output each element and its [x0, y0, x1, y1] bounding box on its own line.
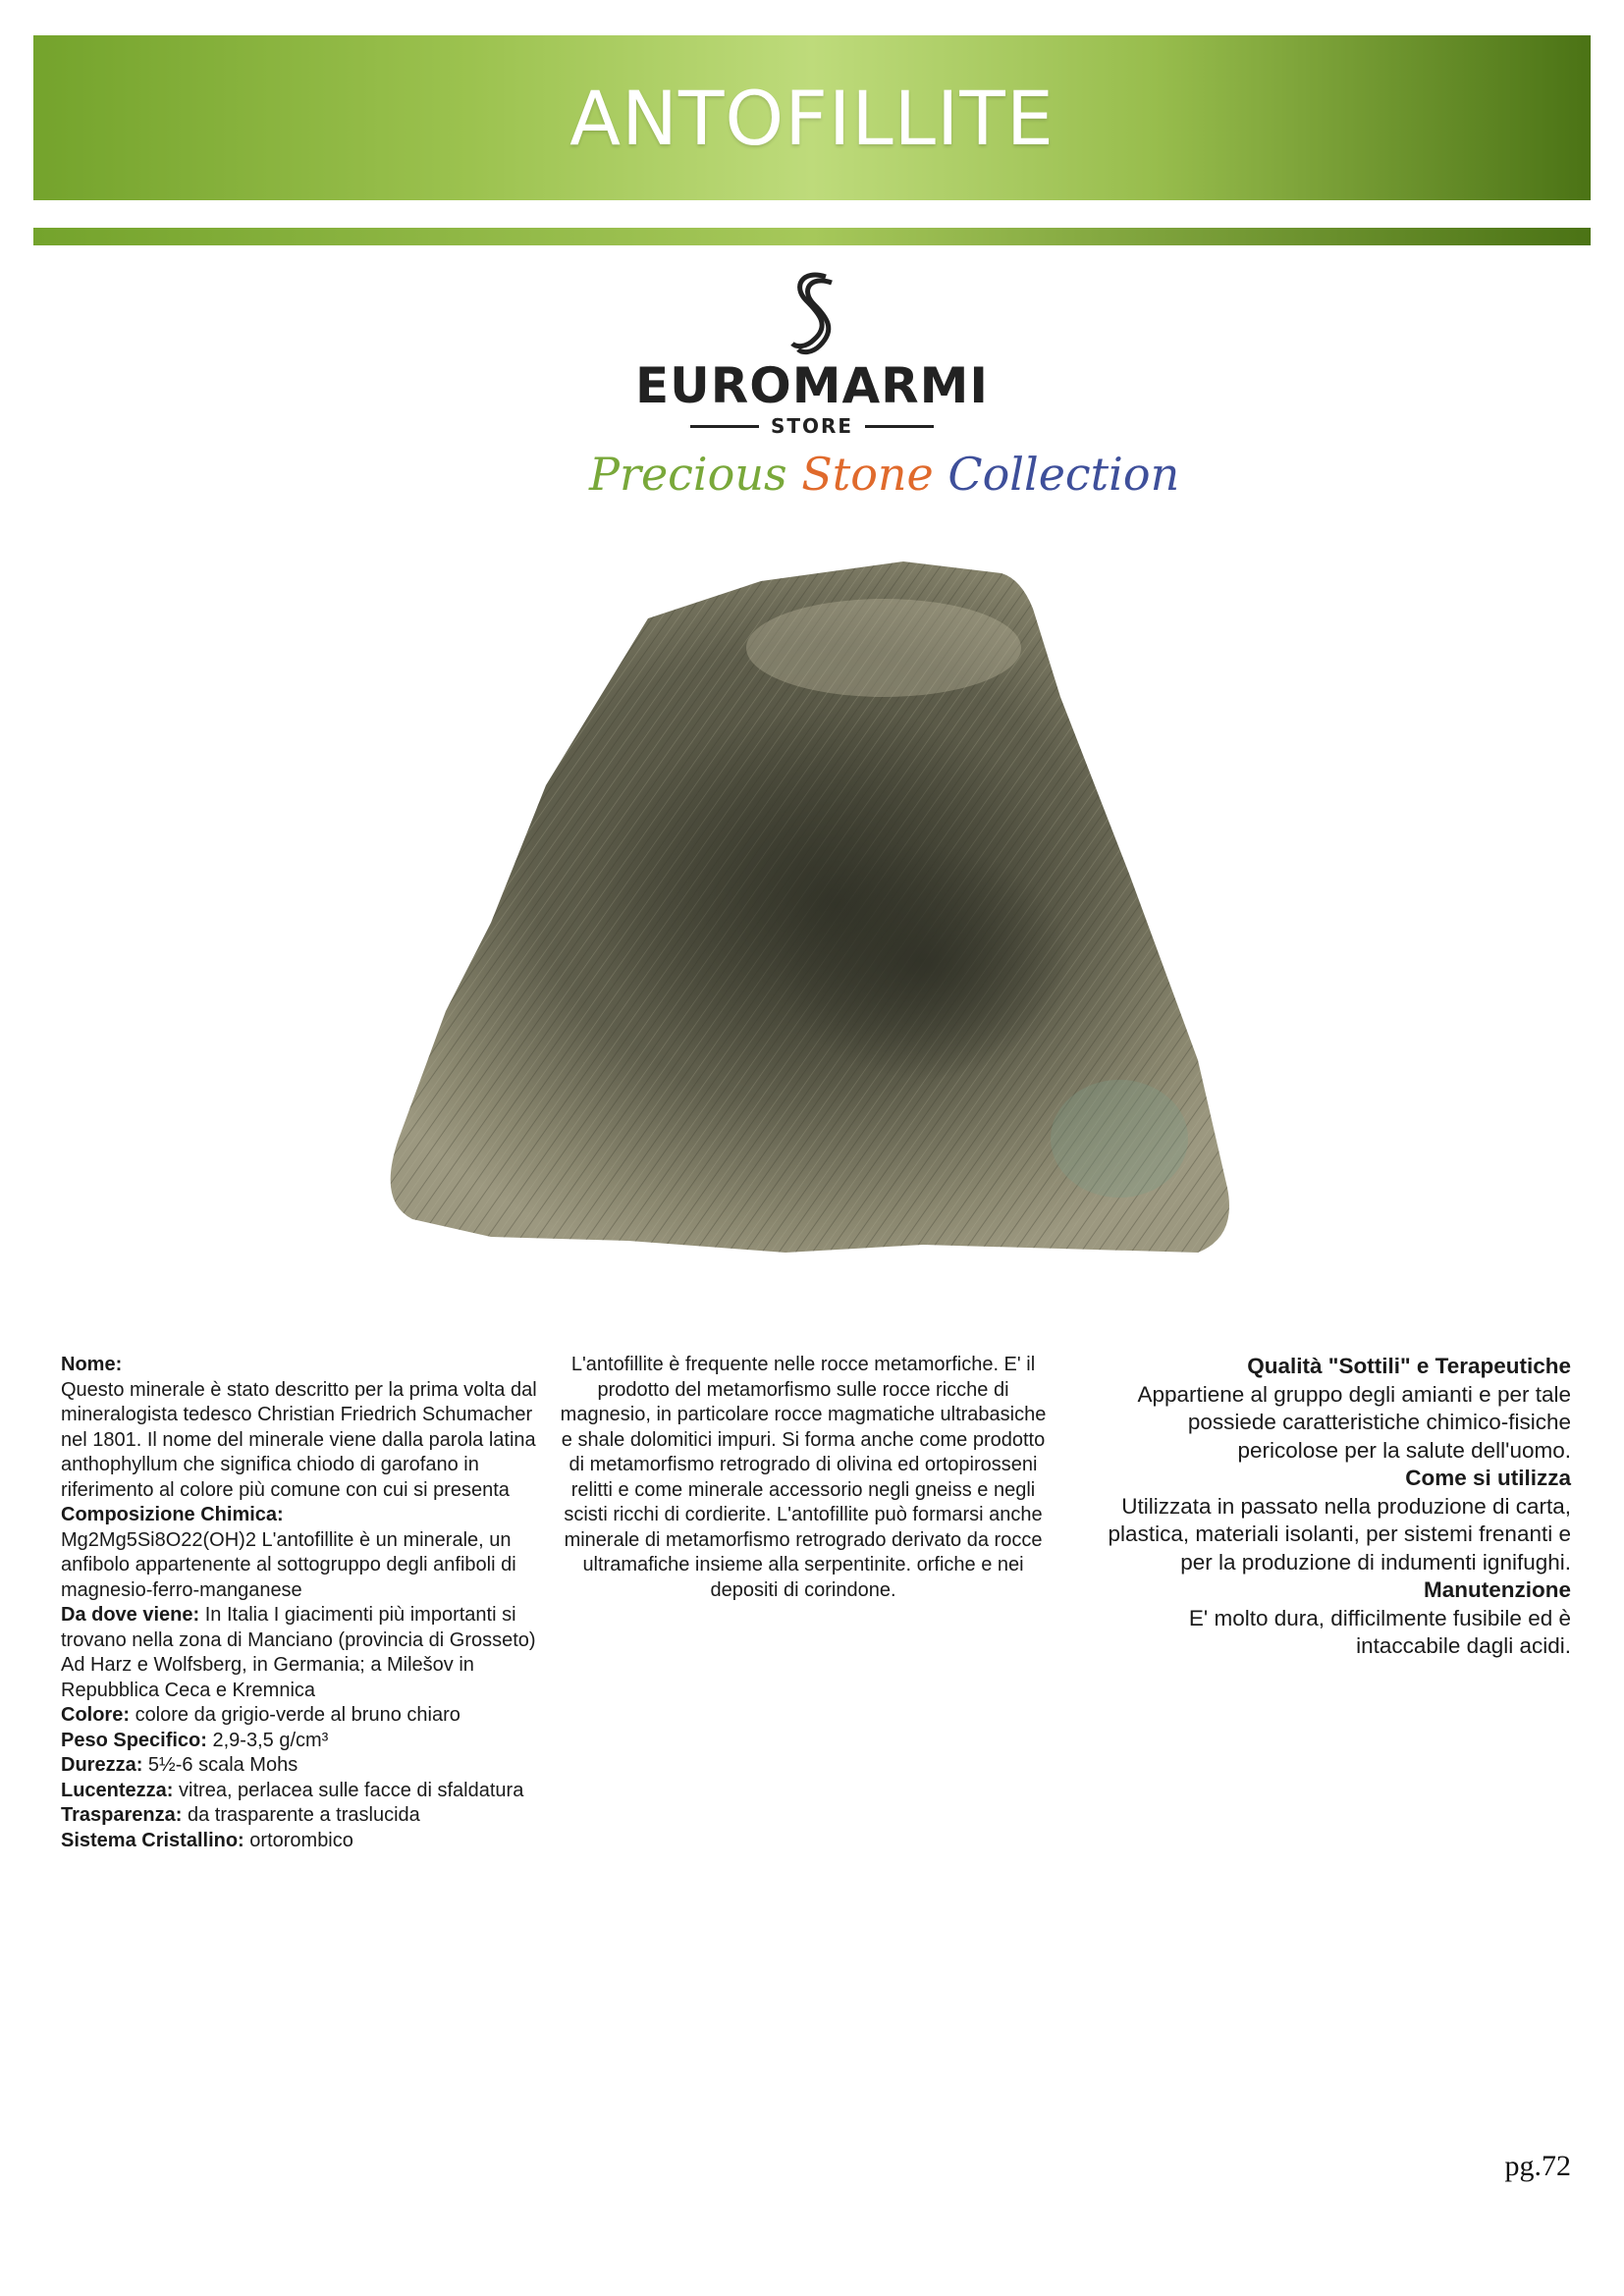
heading-qualita: Qualità "Sottili" e Terapeutiche: [1247, 1354, 1571, 1378]
label-durezza: Durezza:: [61, 1754, 143, 1776]
label-provenienza: Da dove viene:: [61, 1604, 200, 1626]
brand-sub-text: STORE: [770, 414, 854, 438]
heading-manutenzione: Manutenzione: [1424, 1577, 1571, 1602]
text-formazione: L'antofillite è frequente nelle rocce metamorfiche. E' il prodotto del metamorfismo sulle rocce ricche di magnesio, in particolare rocce magmatiche ultrabasiche e shale dolomitici impuri. Si forma anche come prodotto di metamorfismo retrogrado di olivina ed ortopirosseni relitti e come minerale accessorio negli gneiss e negli scisti ricchi di cordierite. L'antofillite può formarsi anche minerale di metamorfismo retrogrado derivato da rocce ultramafiche insieme alla serpentinite. orfiche e nei depositi di corindone.: [560, 1354, 1047, 1601]
tagline-word-2: Stone: [801, 448, 934, 501]
label-peso: Peso Specifico:: [61, 1729, 207, 1751]
label-trasparenza: Trasparenza:: [61, 1804, 183, 1826]
brand-sub-line-right: [865, 425, 934, 428]
collection-tagline: [589, 448, 1180, 501]
brand-sub: [589, 414, 1035, 438]
qualities-usage: [1090, 1353, 1571, 1661]
text-trasparenza: da trasparente a traslucida: [187, 1804, 420, 1826]
brand-logo: [589, 265, 1180, 510]
text-peso: 2,9-3,5 g/cm³: [212, 1729, 329, 1751]
heading-utilizzo: Come si utilizza: [1405, 1466, 1571, 1490]
label-sistema: Sistema Cristallino:: [61, 1829, 244, 1851]
brand-sub-line-left: [690, 425, 759, 428]
text-manutenzione: E' molto dura, difficilmente fusibile ed è intaccabile dagli acidi.: [1188, 1605, 1571, 1658]
text-provenienza: In Italia I giacimenti più importanti si trovano nella zona di Manciano (provincia di Grosseto) Ad Harz e Wolfsberg, in Germania; a Milešov in Repubblica Ceca e Kremnica: [61, 1604, 536, 1701]
page-title: ANTOFILLITE: [569, 74, 1055, 162]
label-composizione: Composizione Chimica:: [61, 1504, 284, 1525]
label-nome: Nome:: [61, 1354, 123, 1375]
tagline-word-1: Precious: [589, 448, 787, 501]
divider-band: [33, 228, 1591, 245]
title-banner: [33, 35, 1591, 200]
tagline-word-3: Collection: [947, 448, 1180, 501]
label-lucentezza: Lucentezza:: [61, 1779, 174, 1801]
text-colore: colore da grigio-verde al bruno chiaro: [135, 1704, 460, 1726]
label-colore: Colore:: [61, 1704, 130, 1726]
text-nome: Questo minerale è stato descritto per la prima volta dal mineralogista tedesco Christian Friedrich Schumacher nel 1801. Il nome del minerale viene dalla parola latina anthophyllum che significa chiodo di garofano in riferimento al colore più comune con cui si presenta: [61, 1378, 537, 1501]
formation-description: [558, 1353, 1049, 1603]
page-number: pg.72: [1504, 2150, 1571, 2182]
mineral-photo: [373, 550, 1316, 1276]
brand-s-icon: [786, 269, 838, 357]
text-utilizzo: Utilizzata in passato nella produzione di carta, plastica, materiali isolanti, per sistemi frenanti e per la produzione di indumenti ignifughi.: [1108, 1493, 1571, 1575]
text-sistema: ortorombico: [249, 1829, 353, 1851]
text-composizione: Mg2Mg5Si8O22(OH)2 L'antofillite è un minerale, un anfibolo appartenente al sottogruppo degli anfiboli di magnesio-ferro-manganese: [61, 1528, 516, 1601]
mineral-properties: [61, 1353, 552, 1853]
text-lucentezza: vitrea, perlacea sulle facce di sfaldatura: [179, 1779, 524, 1801]
text-durezza: 5½-6 scala Mohs: [147, 1754, 298, 1776]
brand-name: EUROMARMI: [634, 357, 990, 414]
text-qualita: Appartiene al gruppo degli amianti e per tale possiede caratteristiche chimico-fisiche pericolose per la salute dell'uomo.: [1137, 1381, 1571, 1463]
